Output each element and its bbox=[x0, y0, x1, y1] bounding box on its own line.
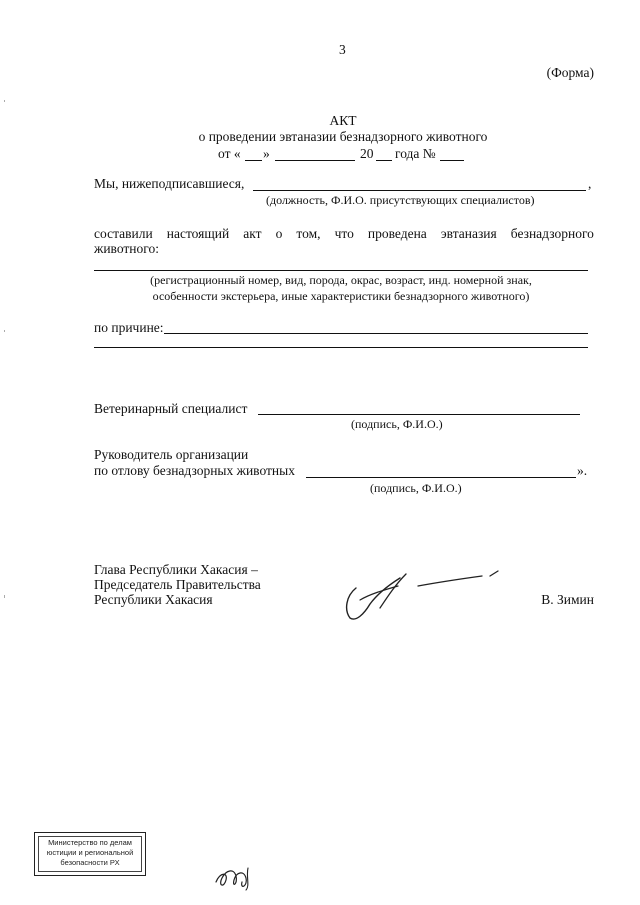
animal-details-caption-2: особенности экстерьера, иные характеристики безнадзорного животного) bbox=[152, 289, 530, 303]
number-label: года № bbox=[395, 146, 436, 161]
statement-word: составили bbox=[94, 226, 153, 241]
statement-word: безнадзорного bbox=[510, 226, 594, 241]
animal-details-field[interactable] bbox=[94, 270, 588, 271]
handwritten-initials bbox=[212, 862, 262, 894]
statement-line-2: животного: bbox=[94, 241, 159, 256]
signers-field[interactable] bbox=[253, 190, 586, 191]
head-org-label-2: по отлову безнадзорных животных bbox=[94, 463, 295, 478]
signers-comma: , bbox=[588, 176, 592, 191]
head-org-closing: ». bbox=[577, 463, 588, 478]
statement-word: настоящий bbox=[166, 226, 230, 241]
act-number-field[interactable] bbox=[440, 160, 464, 161]
stamp-border bbox=[38, 836, 142, 872]
head-org-caption: (подпись, Ф.И.О.) bbox=[370, 481, 462, 495]
date-year-field[interactable] bbox=[376, 160, 392, 161]
official-title-1: Глава Республики Хакасия – bbox=[94, 562, 258, 577]
head-org-signature-field[interactable] bbox=[306, 477, 576, 478]
stamp-line-1: Министерство по делам bbox=[48, 838, 132, 847]
statement-line-1 bbox=[94, 226, 594, 242]
scan-edge-mark bbox=[4, 100, 5, 102]
stamp-line-3: безопасности РХ bbox=[60, 858, 120, 867]
reason-label: по причине: bbox=[94, 320, 164, 335]
animal-details-caption-1: (регистрационный номер, вид, порода, окрас, возраст, инд. номерной знак, bbox=[150, 273, 532, 287]
date-day-field[interactable] bbox=[245, 160, 262, 161]
official-title-2: Председатель Правительства bbox=[94, 577, 261, 592]
act-title: АКТ bbox=[329, 113, 357, 128]
official-name: В. Зимин bbox=[541, 592, 594, 607]
statement-word: о bbox=[275, 226, 283, 241]
page-number: 3 bbox=[339, 42, 346, 57]
statement-word: том, bbox=[296, 226, 321, 241]
vet-signature-field[interactable] bbox=[258, 414, 580, 415]
scan-edge-mark bbox=[4, 595, 5, 598]
stamp-line-2: юстиции и региональной bbox=[46, 848, 134, 857]
year-prefix: 20 bbox=[360, 146, 374, 161]
reason-field-line-1[interactable] bbox=[164, 333, 588, 334]
signers-caption: (должность, Ф.И.О. присутствующих специалистов) bbox=[266, 193, 535, 207]
official-signature bbox=[340, 560, 510, 630]
statement-word: что bbox=[334, 226, 354, 241]
date-prefix: от « bbox=[218, 146, 241, 161]
scan-edge-mark bbox=[4, 330, 5, 332]
signers-label: Мы, нижеподписавшиеся, bbox=[94, 176, 245, 191]
statement-word: эвтаназия bbox=[440, 226, 497, 241]
vet-label: Ветеринарный специалист bbox=[94, 401, 248, 416]
vet-caption: (подпись, Ф.И.О.) bbox=[351, 417, 443, 431]
date-close-quote: » bbox=[263, 146, 270, 161]
form-label: (Форма) bbox=[546, 65, 594, 80]
head-org-label-1: Руководитель организации bbox=[94, 447, 249, 462]
registration-stamp bbox=[34, 832, 146, 876]
date-month-field[interactable] bbox=[275, 160, 355, 161]
statement-word: акт bbox=[243, 226, 262, 241]
official-title-3: Республики Хакасия bbox=[94, 592, 213, 607]
act-subtitle: о проведении эвтаназии безнадзорного животного bbox=[198, 129, 488, 144]
reason-field-line-2[interactable] bbox=[94, 347, 588, 348]
statement-word: проведена bbox=[367, 226, 427, 241]
